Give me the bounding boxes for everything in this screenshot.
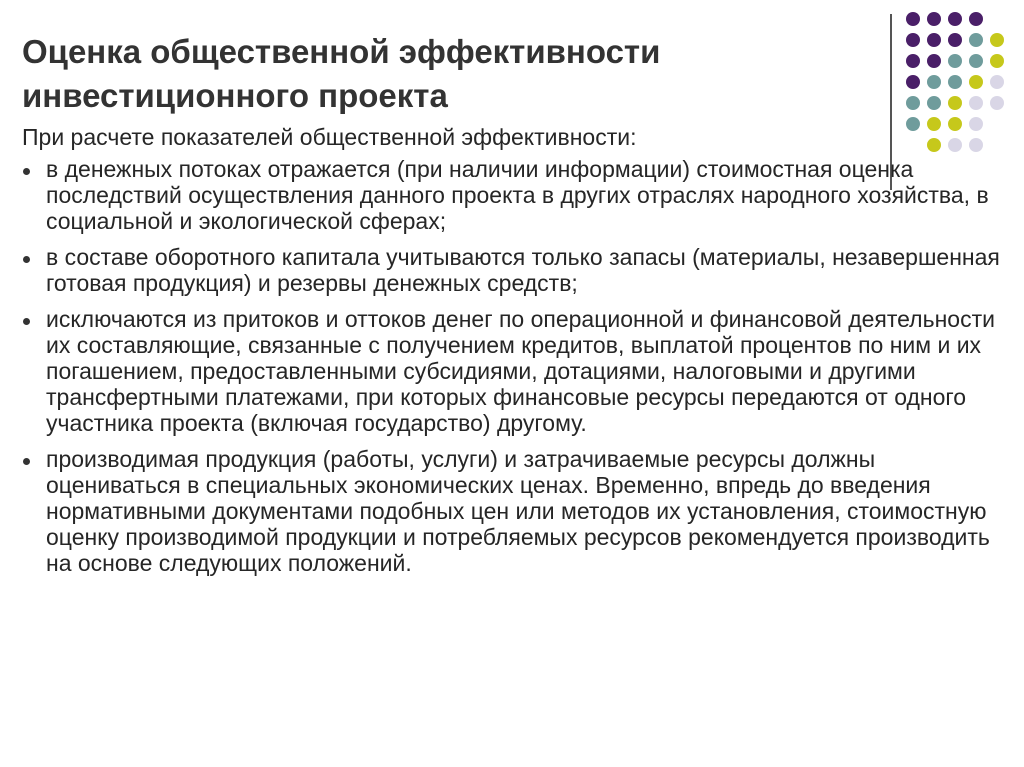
decorative-dot (906, 96, 920, 110)
decorative-dot (948, 33, 962, 47)
decorative-dot (927, 54, 941, 68)
bullet-icon (23, 318, 30, 325)
decorative-dot (969, 54, 983, 68)
decorative-dot (927, 75, 941, 89)
list-item-text: производимая продукция (работы, услуги) и затрачиваемые ресурсы должны оцениваться в специальных экономических ценах. Временно, впредь до введения нормативными документами подобных цен или методов их установления, стоимостную оценку производимой продукции и потребляемых ресурсов рекомендуется производить на основе следующих положений. (46, 446, 990, 576)
decorative-dot (927, 33, 941, 47)
slide-body (22, 124, 1012, 586)
decorative-dot (969, 33, 983, 47)
decorative-dot (948, 96, 962, 110)
decorative-dot (990, 54, 1004, 68)
decorative-dot (990, 75, 1004, 89)
decorative-dot (969, 12, 983, 26)
bullet-list (22, 156, 1012, 576)
list-item (22, 244, 1012, 296)
list-item-text: в денежных потоках отражается (при наличии информации) стоимостная оценка последствий осуществления данного проекта в других отраслях народного хозяйства, в социальной и экологической сферах; (46, 156, 989, 234)
decorative-dot (948, 54, 962, 68)
decorative-dot (927, 12, 941, 26)
decorative-dot (969, 75, 983, 89)
decorative-dot (906, 12, 920, 26)
list-item-text: исключаются из притоков и оттоков денег по операционной и финансовой деятельности их составляющие, связанные с получением кредитов, выплатой процентов по ним и их погашением, предоставленными субсидиями, дотациями, налоговыми и другими трансфертными платежами, при которых финансовые ресурсы передаются от одного участника проекта (включая государство) другому. (46, 306, 995, 436)
decorative-dot (990, 33, 1004, 47)
list-item (22, 446, 1012, 576)
decorative-dot (927, 96, 941, 110)
decorative-dot (906, 54, 920, 68)
bullet-icon (23, 168, 30, 175)
list-item-text: в составе оборотного капитала учитываются только запасы (материалы, незавершенная готовая продукция) и резервы денежных средств; (46, 244, 1000, 296)
bullet-icon (23, 256, 30, 263)
bullet-icon (23, 458, 30, 465)
intro-text: При расчете показателей общественной эффективности: (22, 124, 637, 150)
list-item (22, 306, 1012, 436)
decorative-dot (906, 33, 920, 47)
slide-title: Оценка общественной эффективности инвестиционного проекта (22, 33, 661, 114)
list-item (22, 156, 1012, 234)
decorative-dot (948, 75, 962, 89)
decorative-dot (906, 75, 920, 89)
decorative-dot (969, 96, 983, 110)
decorative-dot (990, 96, 1004, 110)
decorative-dot (948, 12, 962, 26)
